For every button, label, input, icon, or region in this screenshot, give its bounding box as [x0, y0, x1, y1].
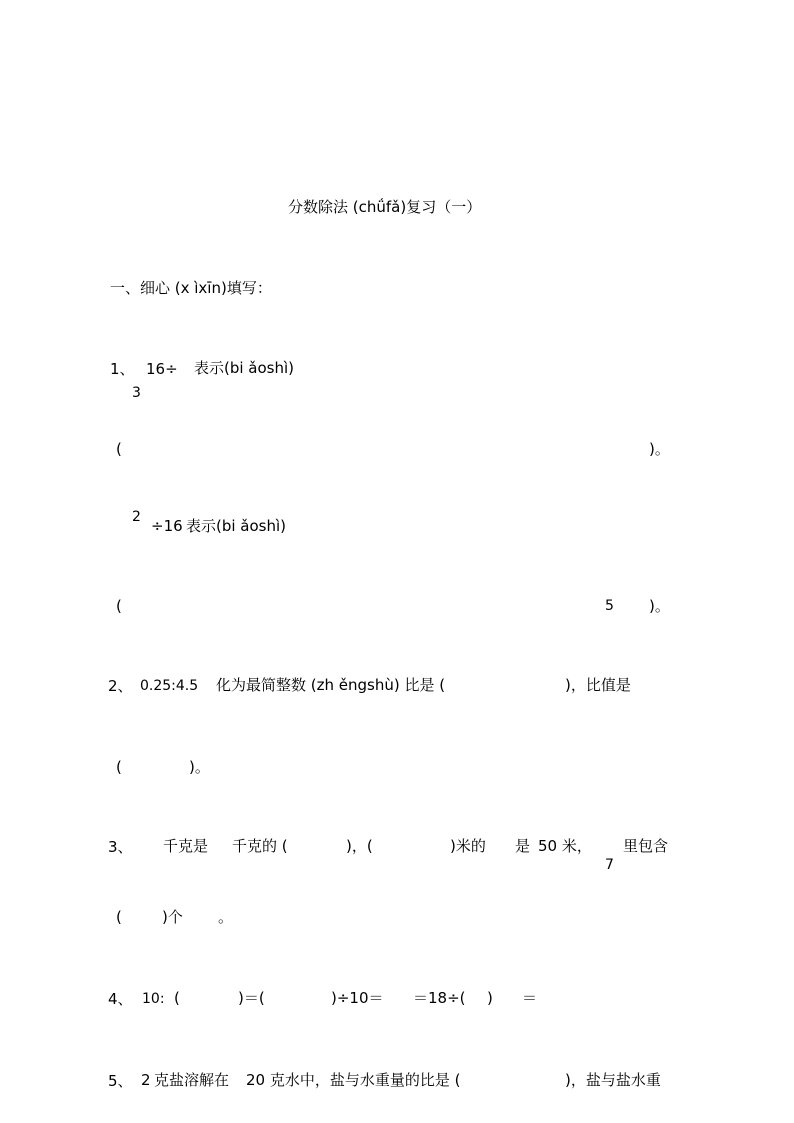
q3-number: 3、: [108, 838, 133, 856]
q3-line2-close: )个: [162, 908, 183, 926]
q2-line2-close: )。: [189, 758, 210, 776]
q4-text-g: ＝: [522, 989, 538, 1007]
q5-text-b: 克盐溶解在: [154, 1071, 230, 1089]
q3-text-d: )米的: [450, 837, 486, 855]
q3-text-c: )，(: [346, 837, 373, 855]
q4-text-b: (: [174, 989, 180, 1007]
q3-text-g: 里包含: [623, 837, 669, 855]
q5-text-c: 20 克水中，盐与水重量的比是 (: [246, 1071, 461, 1089]
q3-line2-end: 。: [218, 908, 234, 926]
q4-text-d: )÷10＝: [331, 989, 384, 1007]
q2-close: )，比值是: [565, 676, 631, 694]
q1-blank-open: (: [116, 440, 122, 458]
q1-number: 1、: [110, 360, 135, 378]
q3-text-a: 千克是: [163, 837, 209, 855]
page-title: 分数除法 (chǘfǎ)复习（一）: [288, 198, 482, 216]
q2-line2-open: (: [116, 758, 122, 776]
q4-text-c: )＝(: [238, 989, 265, 1007]
q2-ratio: 0.25:4.5: [140, 678, 199, 694]
q2-text: 化为最简整数 (zh ěngshù) 比是 (: [216, 676, 446, 694]
q5-number: 5、: [108, 1072, 133, 1090]
q3-text-b: 千克的 (: [232, 837, 288, 855]
q5-text-a: 2: [141, 1071, 151, 1089]
q1-expression: 16÷: [146, 360, 178, 378]
q1b-blank-close: )。: [649, 597, 670, 615]
q3-text-f: 50 米，: [538, 837, 592, 855]
q4-text-a: 10:: [142, 991, 165, 1007]
q1-blank-close: )。: [649, 440, 670, 458]
q1b-description: 表示(bi ǎoshì): [186, 517, 287, 535]
q1b-fraction-denominator: 5: [605, 598, 614, 614]
q4-text-f: ): [487, 989, 493, 1007]
q3-line2-open: (: [116, 908, 122, 926]
q1-description: 表示(bi ǎoshì): [194, 359, 295, 377]
q3-text-e: 是: [515, 837, 531, 855]
q2-number: 2、: [108, 677, 133, 695]
q4-text-e: ＝18÷(: [413, 989, 466, 1007]
q3-fraction-denominator: 7: [605, 857, 614, 873]
q5-text-d: )，盐与盐水重: [565, 1071, 661, 1089]
q1b-fraction-numerator: 2: [132, 509, 141, 525]
section-heading: 一、细心 (x ìxīn)填写：: [110, 279, 272, 297]
q1-fraction-denominator: 3: [132, 385, 141, 401]
q1b-expression: ÷16: [151, 517, 183, 535]
q4-number: 4、: [108, 990, 133, 1008]
q1b-blank-open: (: [116, 597, 122, 615]
